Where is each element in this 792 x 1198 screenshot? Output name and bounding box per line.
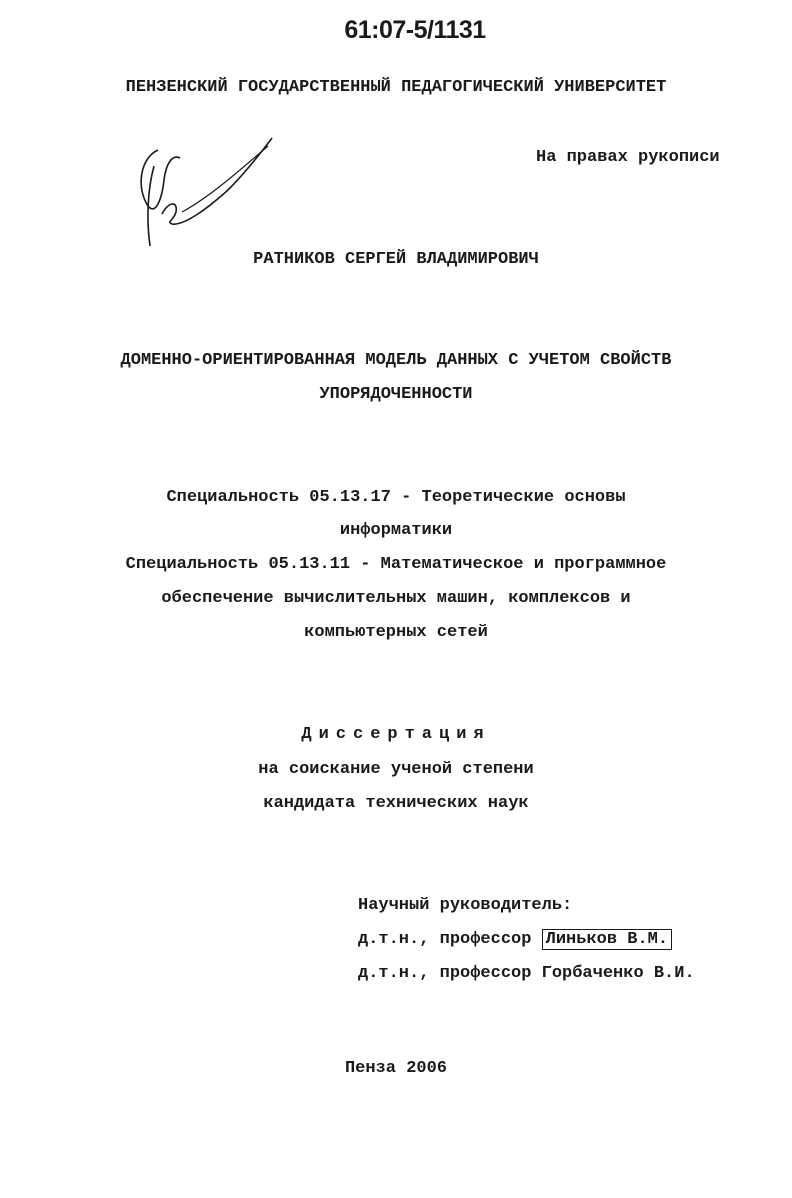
specialty-1-line-1: Специальность 05.13.17 - Теоретические основы bbox=[166, 488, 626, 507]
city-year: Пенза 2006 bbox=[344, 1059, 448, 1078]
author-name: РАТНИКОВ СЕРГЕЙ ВЛАДИМИРОВИЧ bbox=[253, 250, 539, 269]
specialty-2-line-3: компьютерных сетей bbox=[304, 623, 488, 642]
degree-line-2: кандидата технических наук bbox=[263, 794, 529, 813]
supervisor-1-prefix: д.т.н., профессор bbox=[358, 930, 532, 949]
handwritten-signature bbox=[128, 128, 278, 258]
dissertation-title-line-1: ДОМЕННО-ОРИЕНТИРОВАННАЯ МОДЕЛЬ ДАННЫХ С УЧЕТОМ СВОЙСТВ bbox=[120, 351, 672, 370]
supervisor-1 bbox=[358, 930, 672, 950]
university-name: ПЕНЗЕНСКИЙ ГОСУДАРСТВЕННЫЙ ПЕДАГОГИЧЕСКИЙ УНИВЕРСИТЕТ bbox=[125, 78, 667, 97]
supervisor-label: Научный руководитель: bbox=[358, 896, 573, 915]
archive-code: 61:07-5/1131 bbox=[344, 16, 486, 44]
supervisor-1-name: Линьков В.М. bbox=[542, 929, 672, 950]
specialty-2-line-1: Специальность 05.13.11 - Математическое и программное bbox=[125, 555, 667, 574]
specialty-2-line-2: обеспечение вычислительных машин, комплексов и bbox=[161, 589, 631, 608]
dissertation-title-line-2: УПОРЯДОЧЕННОСТИ bbox=[319, 385, 473, 404]
degree-line-1: на соискание ученой степени bbox=[258, 760, 534, 779]
dissertation-heading: Диссертация bbox=[301, 725, 491, 744]
manuscript-note: На правах рукописи bbox=[536, 148, 720, 167]
supervisor-2: д.т.н., профессор Горбаченко В.И. bbox=[358, 964, 695, 983]
specialty-1-line-2: информатики bbox=[339, 521, 453, 540]
